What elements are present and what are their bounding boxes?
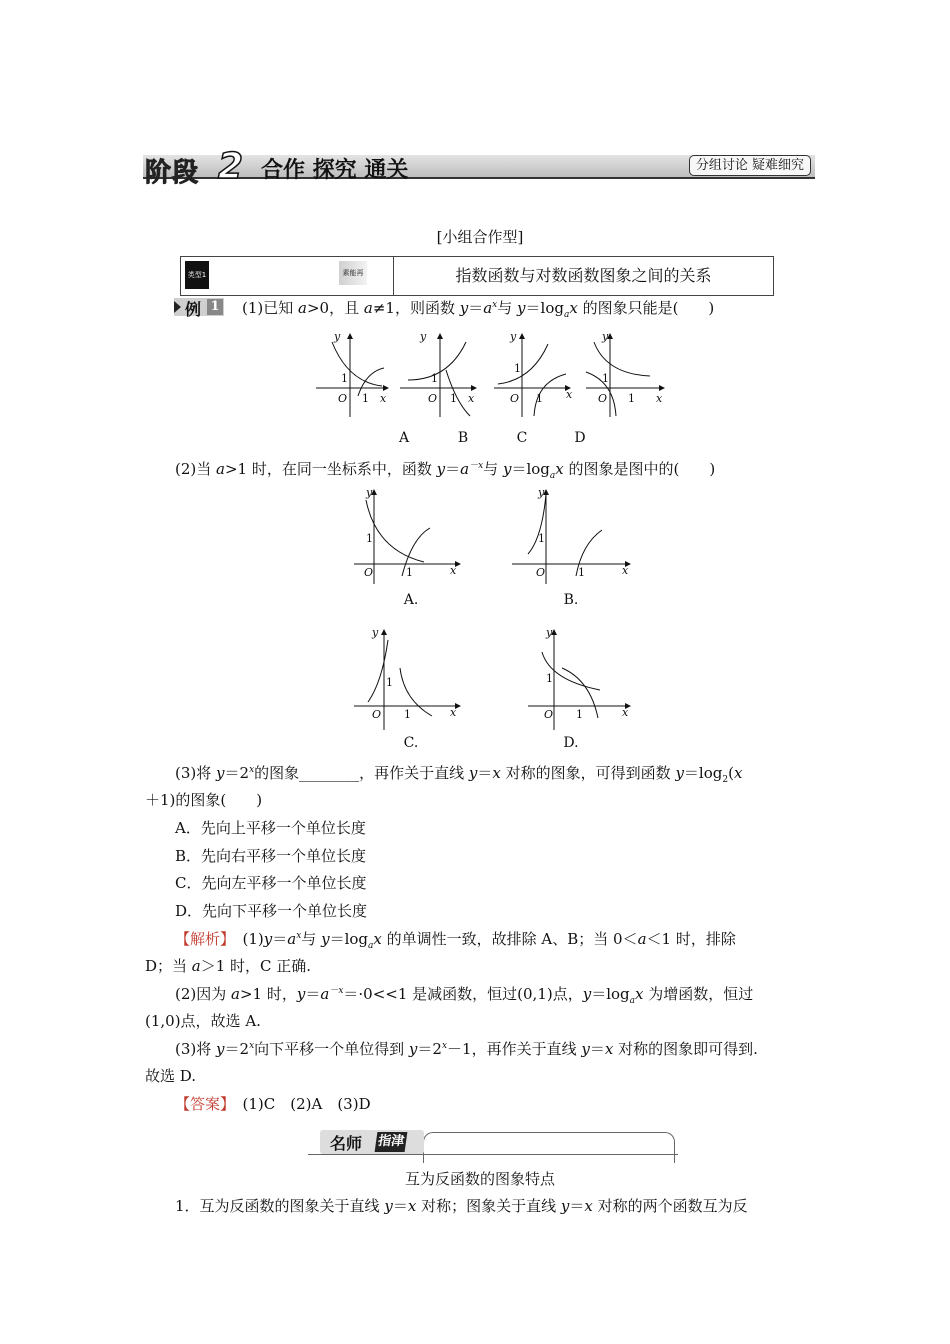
graph-label: 1	[450, 392, 457, 405]
q1-label-c: C	[516, 430, 528, 446]
graph-label: 1	[404, 708, 411, 721]
graph-q1-c	[494, 334, 570, 417]
graph-label: x	[622, 564, 629, 577]
graph-label: O	[338, 392, 348, 405]
graph-label: O	[510, 392, 520, 405]
q1-graphs	[310, 322, 670, 422]
tip-title: 互为反函数的图象特点	[404, 1170, 555, 1188]
graph-label: O	[364, 566, 374, 579]
graph-q1-b	[400, 334, 476, 417]
tip-badge	[320, 1130, 424, 1154]
graph-label: O	[536, 566, 546, 579]
arrow-icon	[174, 301, 181, 313]
graph-label: 1	[514, 362, 521, 375]
question-3-line-1: (3)将 $y=2^x$的图象________，再作关于直线 y＝x 对称的图象，可得到函数 $y=\log_2(x$	[175, 764, 743, 785]
q1-label-a: A	[398, 430, 410, 446]
type-title: 指数函数与对数函数图象之间的关系	[455, 266, 712, 285]
graph-label: O	[544, 708, 554, 721]
graph-label: 1	[341, 372, 348, 385]
graph-label: 1	[536, 392, 543, 405]
graph-q1-a	[316, 334, 388, 417]
answer-line: 【答案】 (1)C (2)A (3)D	[175, 1095, 371, 1113]
graph-label: y	[510, 330, 517, 343]
graph-label: O	[598, 392, 608, 405]
stage-number: 2	[218, 146, 244, 187]
graph-label: x	[566, 388, 573, 401]
section-label: [小组合作型]	[436, 228, 524, 246]
graph-label: y	[538, 486, 545, 499]
analysis-p1-line-1: 【解析】 $(1)y=a^x$与 $y=\log_ax$ 的单调性一致，故排除 A、B；当 0＜a＜1 时，排除	[175, 930, 736, 951]
example-word: 例	[185, 300, 202, 319]
analysis-p3-line-2: 故选 D.	[145, 1067, 197, 1085]
analysis-label: 【解析】	[175, 930, 228, 948]
q2-label-b: B.	[563, 592, 579, 608]
graph-label: y	[420, 330, 427, 343]
stage-tag: 分组讨论 疑难细究	[689, 155, 811, 176]
graph-label: y	[334, 330, 341, 343]
graph-label: x	[450, 706, 457, 719]
tip-rule	[308, 1154, 678, 1155]
analysis-p2-line-2: (1,0)点，故选 A.	[145, 1012, 261, 1030]
tip-curve	[423, 1132, 675, 1163]
q1-label-b: B	[457, 430, 469, 446]
graph-label: O	[428, 392, 438, 405]
q2-label-a: A.	[403, 592, 419, 608]
graph-label: 1	[602, 372, 609, 385]
graph-label: x	[656, 392, 663, 405]
graph-label: y	[366, 486, 373, 499]
graph-label: 1	[546, 672, 553, 685]
graph-q2-b	[512, 490, 630, 584]
graph-label: 1	[386, 676, 393, 689]
graph-label: x	[468, 392, 475, 405]
graph-label: 1	[538, 532, 545, 545]
option-c: C．先向左平移一个单位长度	[175, 874, 367, 892]
analysis-p1-line-2: D；当 a＞1 时，C 正确.	[145, 957, 312, 975]
option-a: A．先向上平移一个单位长度	[175, 819, 366, 837]
graph-label: 1	[362, 392, 369, 405]
graph-label: O	[372, 708, 382, 721]
graph-label: 1	[366, 532, 373, 545]
example-tag	[174, 298, 224, 319]
question-3-line-2: ＋1)的图象( )	[145, 791, 263, 809]
tip-header	[308, 1130, 678, 1162]
q2-graphs	[340, 484, 640, 734]
stage-header	[143, 146, 815, 188]
tip-line-1: 1．互为反函数的图象关于直线 y＝x 对称；图象关于直线 y＝x 对称的两个函数互为反	[175, 1197, 748, 1215]
analysis-p3-line-1: (3)将 $y=2^x$向下平移一个单位得到 $y=2^x-1$，再作关于直线 y＝x 对称的图象即可得到.	[175, 1040, 758, 1058]
question-2: (2)当 a>1 时，在同一坐标系中，函数 $y=a^{-x}$与 $y=\log_ax$ 的图象是图中的( )	[175, 460, 716, 481]
graph-label: y	[372, 626, 379, 639]
q2-label-c: C.	[403, 735, 419, 751]
option-d: D．先向下平移一个单位长度	[175, 902, 368, 920]
answer-label: 【答案】	[175, 1095, 228, 1113]
graph-label: 1	[576, 708, 583, 721]
graph-label: x	[622, 706, 629, 719]
type-strip: 素能再	[339, 261, 367, 285]
stage-title: 合作 探究 通关	[261, 158, 409, 183]
graph-label: 1	[431, 372, 438, 385]
tip-badge-a: 名师	[330, 1134, 363, 1153]
type-box	[180, 256, 774, 296]
graph-label: y	[602, 330, 609, 343]
graph-label: 1	[628, 392, 635, 405]
tip-badge-b: 指津	[375, 1132, 408, 1152]
question-1: (1)已知 a>0，且 a≠1，则函数 $y=a^x$与 $y=\log_ax$ 的图象只能是( )	[242, 299, 715, 320]
stage-word: 阶段	[145, 158, 200, 188]
analysis-p2-line-1: (2)因为 a>1 时，$y=a^{-x}=\cdot 0<<1$ 是减函数，恒过(0,1)点，$y=\log_ax$ 为增函数，恒过	[175, 985, 754, 1006]
graph-label: x	[380, 392, 387, 405]
example-number: 1	[207, 299, 223, 315]
q1-label-d: D	[574, 430, 586, 446]
type-tag: 类型1	[185, 261, 209, 289]
graph-label: 1	[406, 566, 413, 579]
graph-label: 1	[578, 566, 585, 579]
graph-label: y	[546, 626, 553, 639]
q2-label-d: D.	[563, 735, 579, 751]
option-b: B．先向右平移一个单位长度	[175, 847, 367, 865]
graph-label: x	[450, 564, 457, 577]
